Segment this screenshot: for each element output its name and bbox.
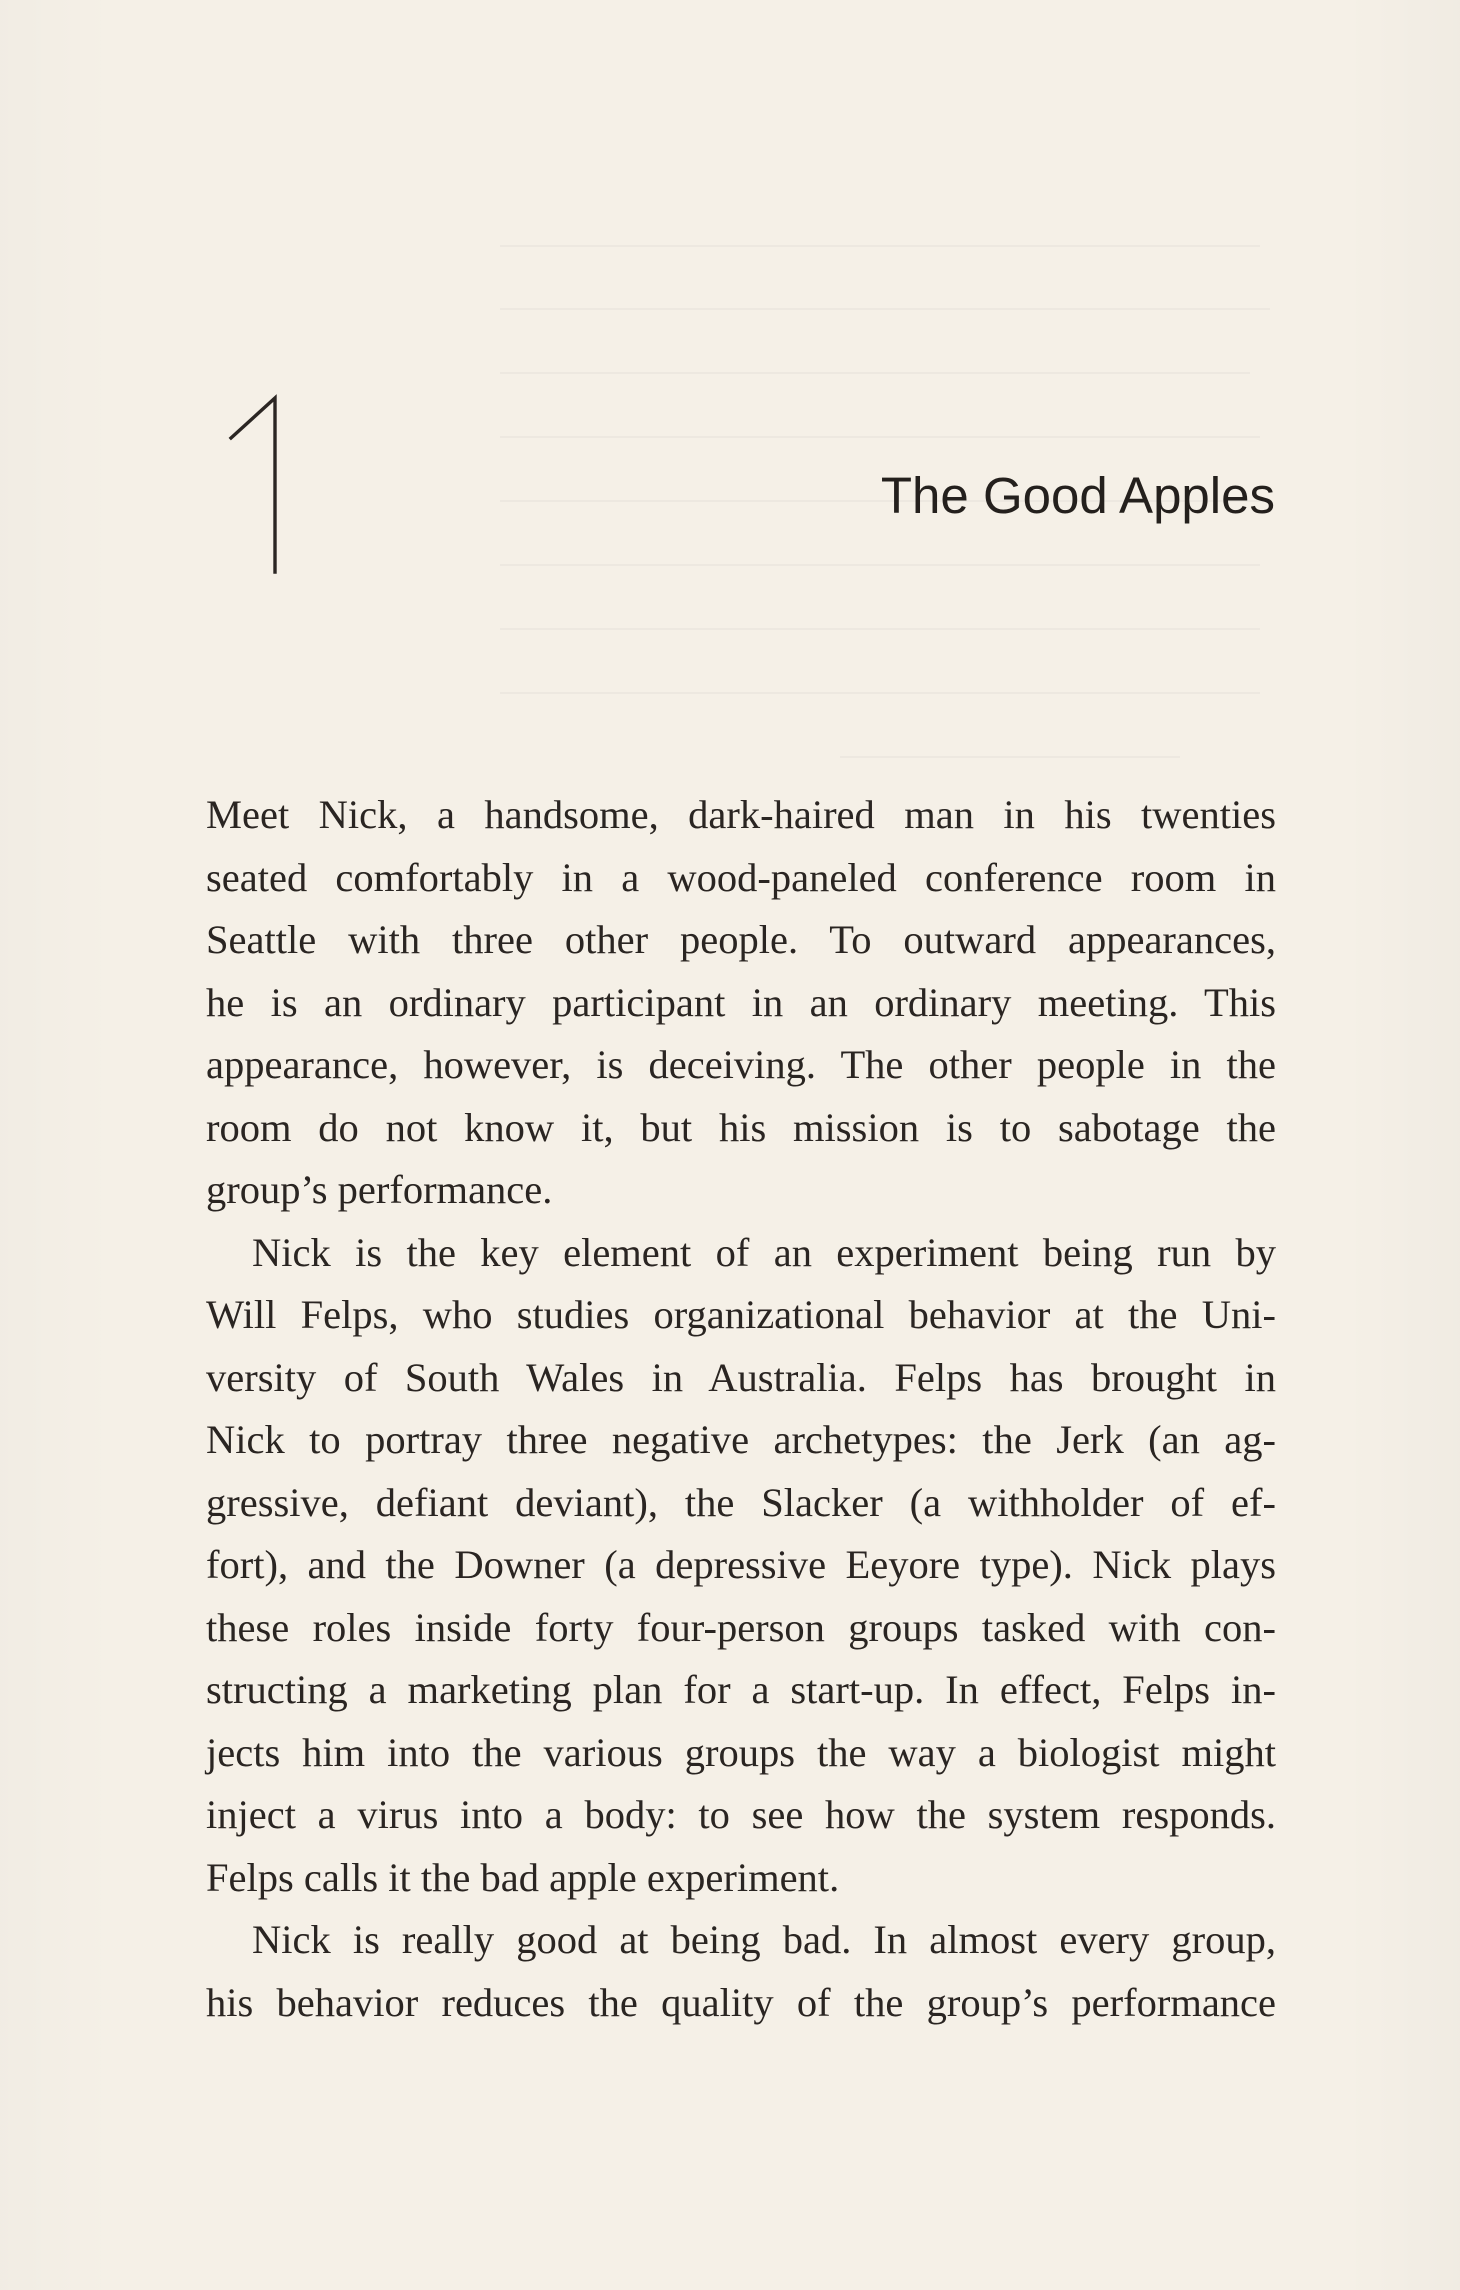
chapter-number bbox=[225, 390, 295, 580]
bleed-through-line bbox=[500, 692, 1260, 694]
body-line: room do not know it, but his mission is to sabotage the bbox=[206, 1104, 1276, 1150]
body-line: fort), and the Downer (a depressive Eeyore type). Nick plays bbox=[206, 1542, 1276, 1587]
body-line: he is an ordinary participant in an ordinary meeting. This bbox=[206, 979, 1276, 1025]
bleed-through-line bbox=[500, 308, 1270, 310]
body-line: Nick to portray three negative archetypes: the Jerk (an ag- bbox=[206, 1417, 1276, 1462]
chapter-body bbox=[206, 784, 1276, 2034]
body-line: inject a virus into a body: to see how the system responds. bbox=[206, 1792, 1276, 1837]
bleed-through-line bbox=[500, 628, 1260, 630]
body-line: Nick is really good at being bad. In almost every group, bbox=[252, 1917, 1276, 1962]
bleed-through-line bbox=[500, 245, 1260, 247]
body-line: structing a marketing plan for a start-up. In effect, Felps in- bbox=[206, 1667, 1276, 1712]
body-line: Will Felps, who studies organizational behavior at the Uni- bbox=[206, 1292, 1276, 1337]
bleed-through-line bbox=[840, 756, 1180, 758]
body-line: jects him into the various groups the way a biologist might bbox=[206, 1729, 1276, 1775]
body-line: Seattle with three other people. To outward appearances, bbox=[206, 917, 1276, 962]
body-line: appearance, however, is deceiving. The other people in the bbox=[206, 1042, 1276, 1087]
body-line: versity of South Wales in Australia. Felps has brought in bbox=[206, 1354, 1276, 1400]
chapter-number-glyph bbox=[225, 390, 295, 580]
body-line: gressive, defiant deviant), the Slacker (a withholder of ef- bbox=[206, 1479, 1276, 1525]
body-line: group’s performance. bbox=[206, 1167, 553, 1212]
body-line: seated comfortably in a wood-paneled conference room in bbox=[206, 854, 1276, 900]
body-line: Nick is the key element of an experiment being run by bbox=[252, 1229, 1276, 1275]
bleed-through-line bbox=[500, 564, 1260, 566]
body-line: his behavior reduces the quality of the group’s performance bbox=[206, 1979, 1276, 2025]
body-line: Meet Nick, a handsome, dark-haired man in his twenties bbox=[206, 792, 1276, 837]
body-line: Felps calls it the bad apple experiment. bbox=[206, 1854, 840, 1900]
bleed-through-line bbox=[500, 372, 1250, 374]
chapter-title: The Good Apples bbox=[880, 467, 1275, 524]
body-line: these roles inside forty four-person groups tasked with con- bbox=[206, 1604, 1276, 1650]
bleed-through-line bbox=[500, 436, 1260, 438]
